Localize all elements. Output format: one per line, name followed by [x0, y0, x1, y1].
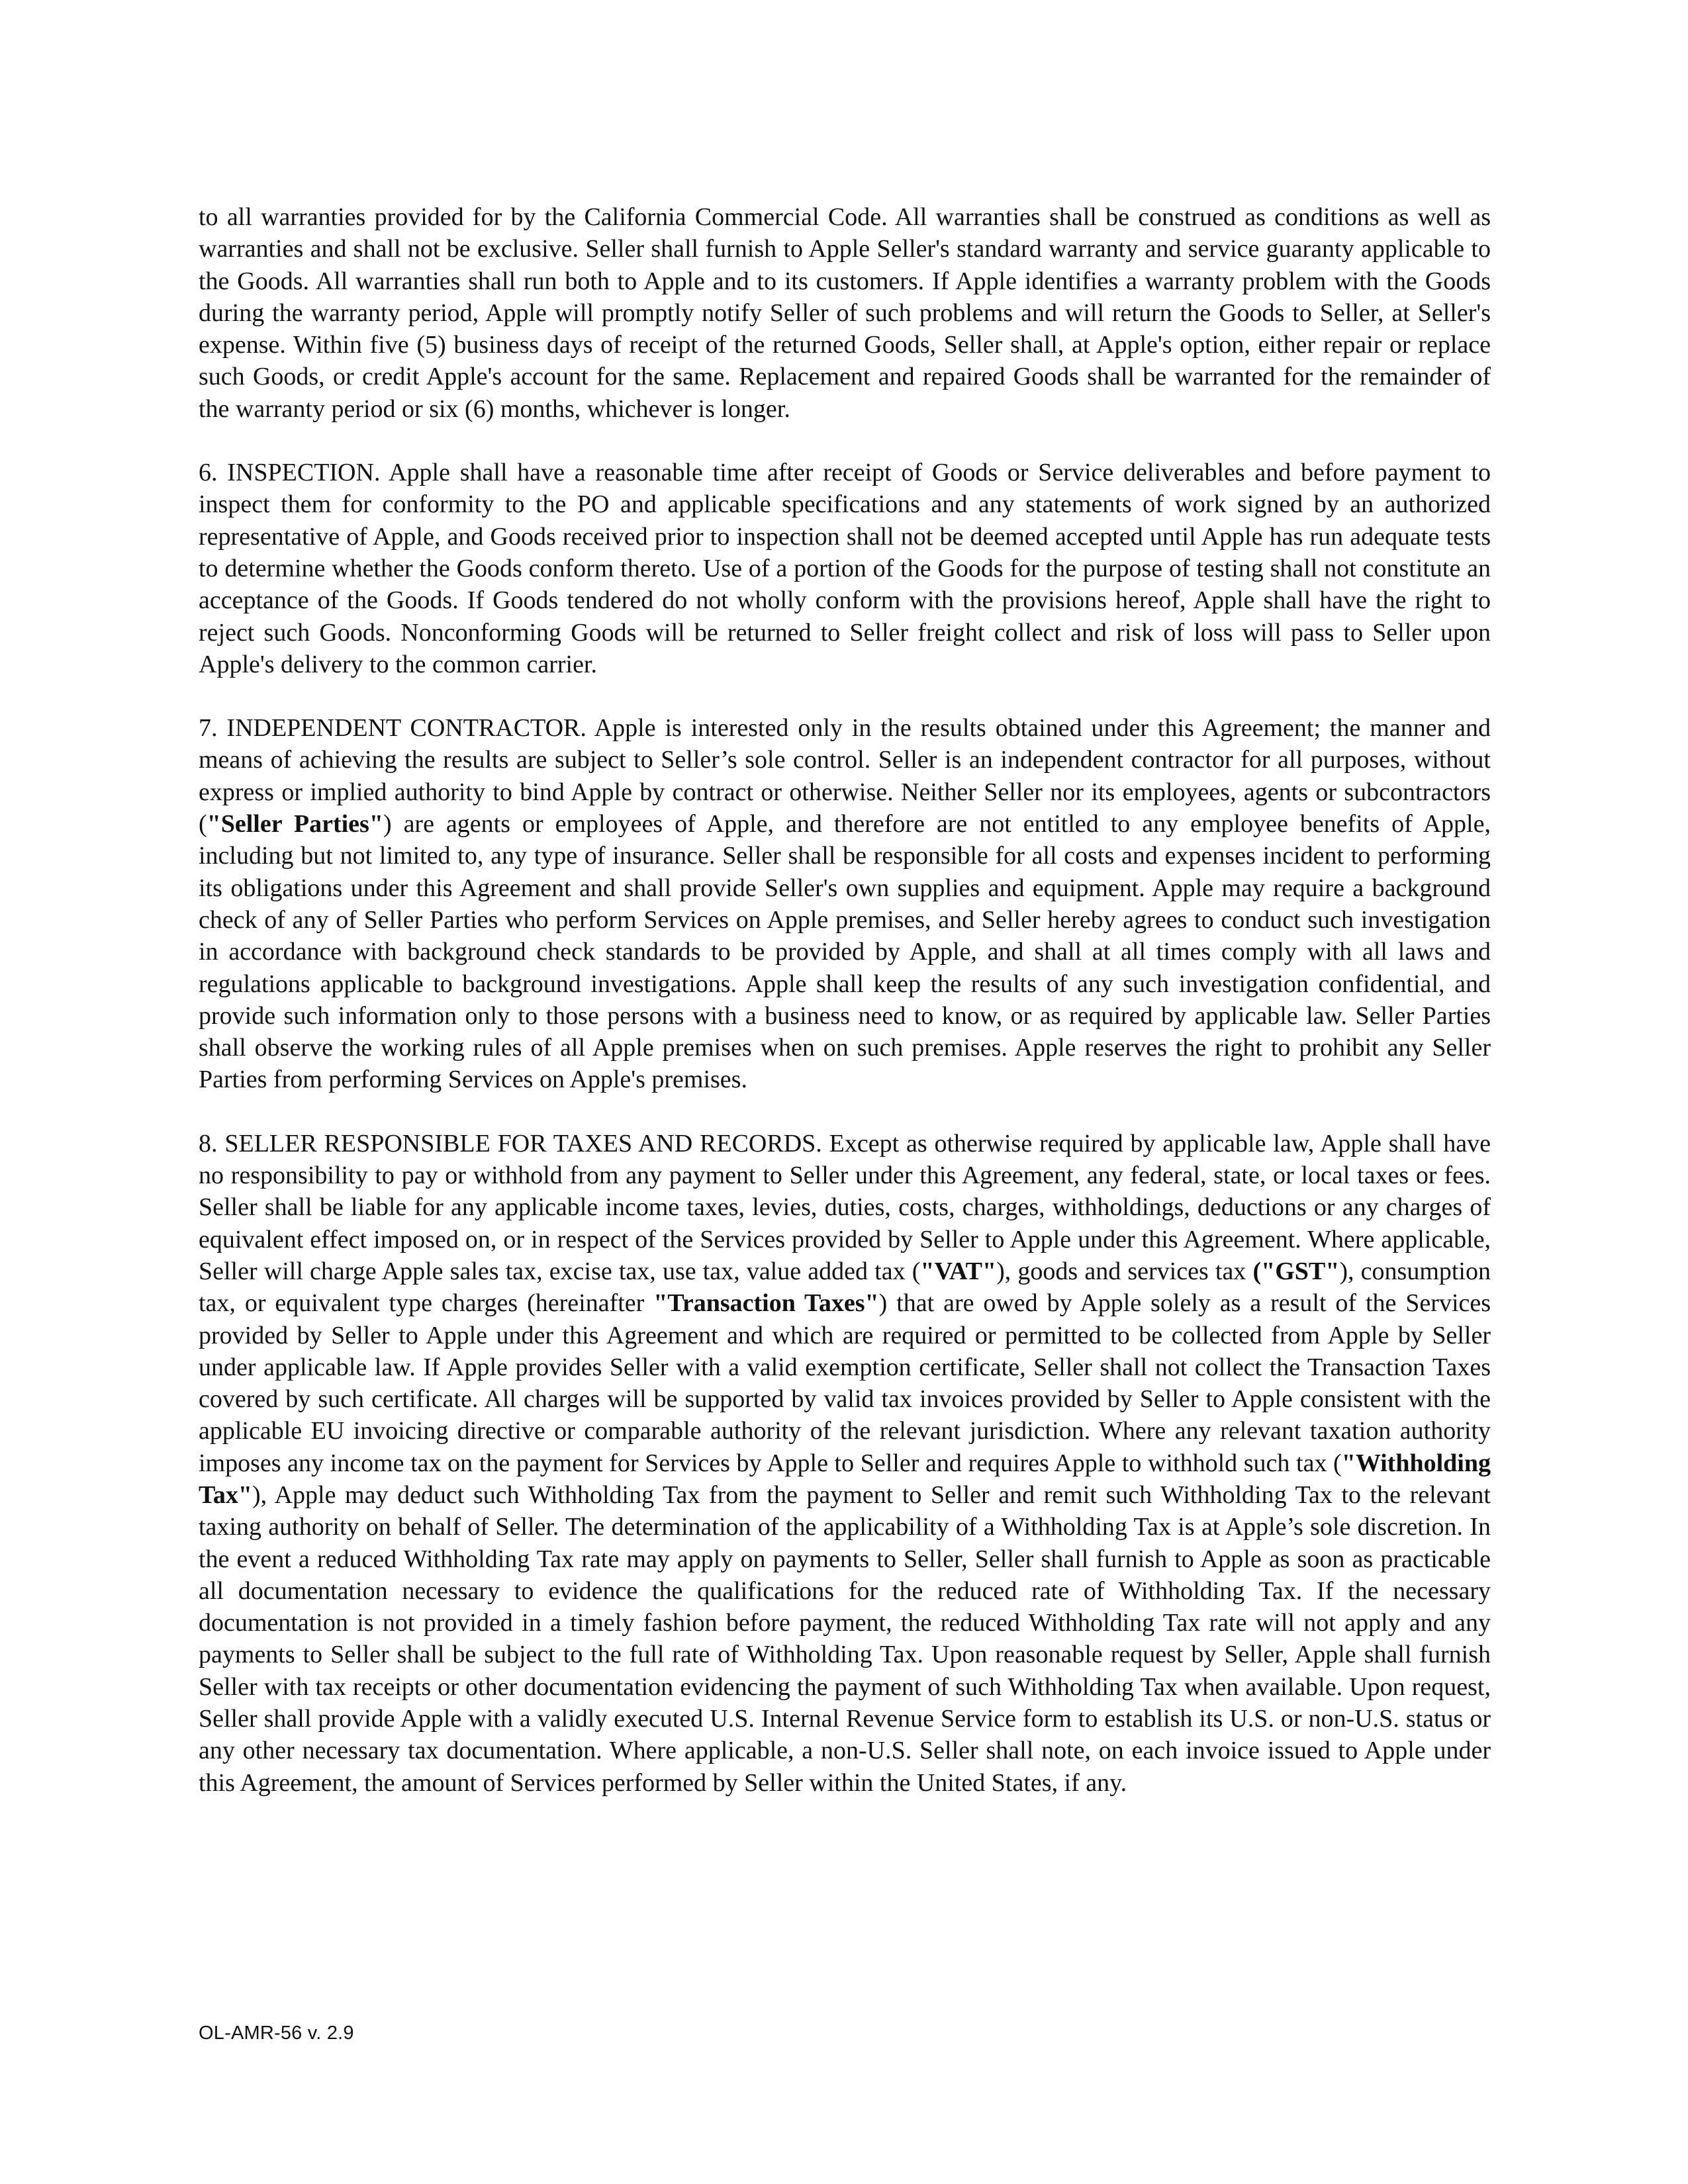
defined-term-vat: "VAT"	[920, 1257, 997, 1285]
document-footer-version: OL-AMR-56 v. 2.9	[199, 2023, 354, 2044]
defined-term-seller-parties: "Seller Parties"	[207, 810, 383, 839]
defined-term-gst: ("GST"	[1252, 1257, 1340, 1285]
section-8-text-part2: ), goods and services tax	[996, 1257, 1253, 1285]
warranty-continuation-paragraph	[199, 201, 1491, 425]
section-7-independent-contractor	[199, 712, 1491, 1096]
section-7-text-part2: ) are agents or employees of Apple, and therefore are not entitled to any employee benefits of Apple, including but not limited to, any type of insurance. Seller shall be responsible for all costs and expenses incident to performing its obligations under this Agreement and shall provide Seller's own supplies and equipment. Apple may require a background check of any of Seller Parties who perform Services on Apple premises, and Seller hereby agrees to conduct such investigation in accordance with background check standards to be provided by Apple, and shall at all times comply with all laws and regulations applicable to background investigations. Apple shall keep the results of any such investigation confidential, and provide such information only to those persons with a business need to know, or as required by applicable law. Seller Parties shall observe the working rules of all Apple premises when on such premises. Apple reserves the right to prohibit any Seller Parties from performing Services on Apple's premises.	[199, 810, 1491, 1094]
section-8-text-part1: 8. SELLER RESPONSIBLE FOR TAXES AND RECORDS. Except as otherwise required by applicable law, Apple shall have no responsibility to pay or withhold from any payment to Seller under this Agreement, any federal, state, or local taxes or fees. Seller shall be liable for any applicable income taxes, levies, duties, costs, charges, withholdings, deductions or any charges of equivalent effect imposed on, or in respect of the Services provided by Seller to Apple under this Agreement. Where applicable, Seller will charge Apple sales tax, excise tax, use tax, value added tax (	[199, 1129, 1491, 1285]
section-8-text-part4: ) that are owed by Apple solely as a result of the Services provided by Seller to Apple under this Agreement and which are required or permitted to be collected from Apple by Seller under applicable law. If Apple provides Seller with a valid exemption certificate, Seller shall not collect the Transaction Taxes covered by such certificate. All charges will be supported by valid tax invoices provided by Seller to Apple consistent with the applicable EU invoicing directive or comparable authority of the relevant jurisdiction. Where any relevant taxation authority imposes any income tax on the payment for Services by Apple to Seller and requires Apple to withhold such tax (	[199, 1289, 1491, 1477]
document-body	[199, 201, 1491, 1799]
defined-term-withholding-tax: "Withholding Tax"	[199, 1449, 1491, 1509]
section-8-taxes-and-records	[199, 1128, 1491, 1799]
section-6-inspection	[199, 457, 1491, 680]
warranty-continuation-text: to all warranties provided for by the California Commercial Code. All warranties shall be construed as conditions as well as warranties and shall not be exclusive. Seller shall furnish to Apple Seller's standard warranty and service guaranty applicable to the Goods. All warranties shall run both to Apple and to its customers. If Apple identifies a warranty problem with the Goods during the warranty period, Apple will promptly notify Seller of such problems and will return the Goods to Seller, at Seller's expense. Within five (5) business days of receipt of the returned Goods, Seller shall, at Apple's option, either repair or replace such Goods, or credit Apple's account for the same. Replacement and repaired Goods shall be warranted for the remainder of the warranty period or six (6) months, whichever is longer.	[199, 203, 1491, 423]
section-8-text-part5: ), Apple may deduct such Withholding Tax from the payment to Seller and remit such Withholding Tax to the relevant taxing authority on behalf of Seller. The determination of the applicability of a Withholding Tax is at Apple’s sole discretion. In the event a reduced Withholding Tax rate may apply on payments to Seller, Seller shall furnish to Apple as soon as practicable all documentation necessary to evidence the qualifications for the reduced rate of Withholding Tax. If the necessary documentation is not provided in a timely fashion before payment, the reduced Withholding Tax rate will not apply and any payments to Seller shall be subject to the full rate of Withholding Tax. Upon reasonable request by Seller, Apple shall furnish Seller with tax receipts or other documentation evidencing the payment of such Withholding Tax when available. Upon request, Seller shall provide Apple with a validly executed U.S. Internal Revenue Service form to establish its U.S. or non-U.S. status or any other necessary tax documentation. Where applicable, a non-U.S. Seller shall note, on each invoice issued to Apple under this Agreement, the amount of Services performed by Seller within the United States, if any.	[199, 1480, 1491, 1797]
section-7-text-part1: 7. INDEPENDENT CONTRACTOR. Apple is interested only in the results obtained under this Agreement; the manner and means of achieving the results are subject to Seller’s sole control. Seller is an independent contractor for all purposes, without express or implied authority to bind Apple by contract or otherwise. Neither Seller nor its employees, agents or subcontractors (	[199, 714, 1491, 839]
defined-term-transaction-taxes: "Transaction Taxes"	[653, 1289, 879, 1318]
section-8-text-part3: ), consumption tax, or equivalent type charges (hereinafter	[199, 1257, 1491, 1318]
section-6-text: 6. INSPECTION. Apple shall have a reasonable time after receipt of Goods or Service deliverables and before payment to inspect them for conformity to the PO and applicable specifications and any statements of work signed by an authorized representative of Apple, and Goods received prior to inspection shall not be deemed accepted until Apple has run adequate tests to determine whether the Goods conform thereto. Use of a portion of the Goods for the purpose of testing shall not constitute an acceptance of the Goods. If Goods tendered do not wholly conform with the provisions hereof, Apple shall have the right to reject such Goods. Nonconforming Goods will be returned to Seller freight collect and risk of loss will pass to Seller upon Apple's delivery to the common carrier.	[199, 459, 1491, 678]
